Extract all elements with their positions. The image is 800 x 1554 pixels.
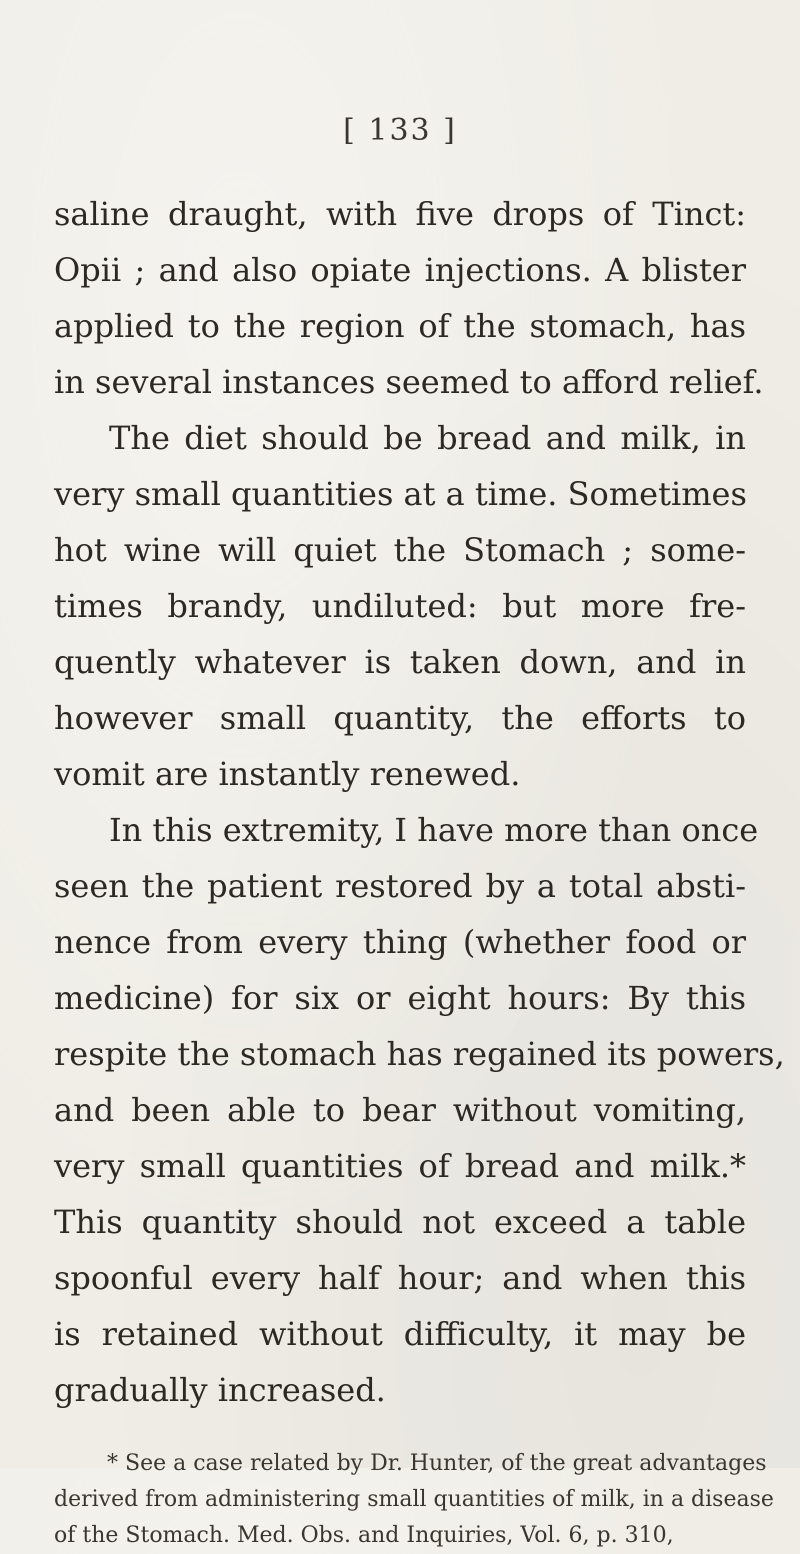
body-line: gradually increased.	[54, 1371, 386, 1409]
body-line: hot wine will quiet the Stomach ; some-	[54, 531, 746, 569]
body-line: vomit are instantly renewed.	[54, 755, 521, 793]
body-line: very small quantities at a time. Sometimes	[54, 475, 747, 513]
body-line: times brandy, undiluted: but more fre-	[54, 587, 746, 625]
body-line: and been able to bear without vomiting,	[54, 1091, 746, 1129]
body-line: is retained without difficulty, it may be	[54, 1315, 746, 1353]
footnote-line: derived from administering small quantities of milk, in a disease	[54, 1487, 774, 1512]
body-line: In this extremity, I have more than once	[109, 811, 759, 849]
body-line: spoonful every half hour; and when this	[54, 1259, 746, 1297]
body-line: nence from every thing (whether food or	[54, 923, 746, 961]
body-line: medicine) for six or eight hours: By this	[54, 979, 746, 1017]
footnote-line: of the Stomach. Med. Obs. and Inquiries, Vol. 6, p. 310,	[54, 1523, 674, 1548]
body-line: The diet should be bread and milk, in	[109, 419, 746, 457]
footnote-line: * See a case related by Dr. Hunter, of the great advantages	[107, 1451, 767, 1476]
body-line: seen the patient restored by a total absti-	[54, 867, 746, 905]
body-line: Opii ; and also opiate injections. A blister	[54, 251, 746, 289]
body-line: respite the stomach has regained its powers,	[54, 1035, 785, 1073]
page-number: [ 133 ]	[343, 113, 457, 148]
body-line: applied to the region of the stomach, has	[54, 307, 746, 345]
body-line: however small quantity, the efforts to	[54, 699, 746, 737]
body-line: saline draught, with five drops of Tinct:	[54, 195, 746, 233]
body-line: This quantity should not exceed a table	[54, 1203, 746, 1241]
body-line: in several instances seemed to afford relief.	[54, 363, 764, 401]
body-line: quently whatever is taken down, and in	[54, 643, 746, 681]
body-line: very small quantities of bread and milk.*	[54, 1147, 746, 1185]
